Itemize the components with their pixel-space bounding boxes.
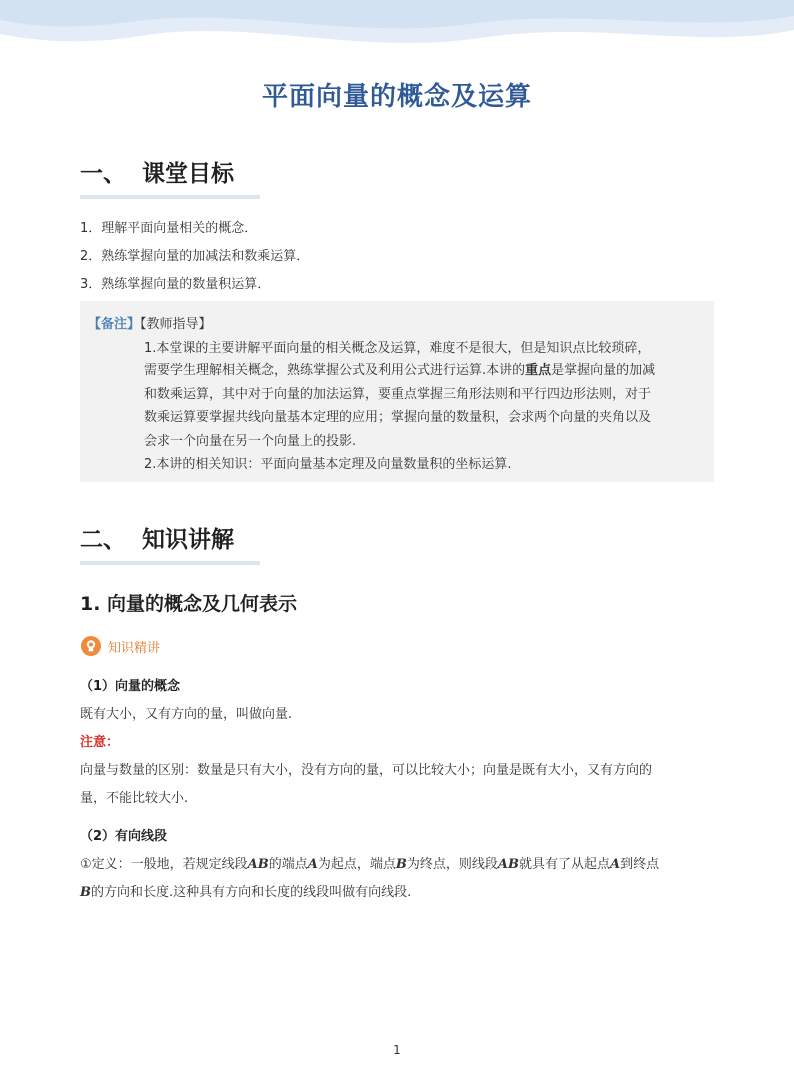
document-title: 平面向量的概念及运算 (261, 82, 532, 112)
warning-label: 注意： (80, 735, 120, 750)
section-title: 课堂目标 (142, 161, 234, 187)
concept-definition: 既有大小，又有方向的量，叫做向量. (80, 707, 293, 722)
knowledge-bulb-icon (80, 635, 102, 657)
text-run: 为起点，端点 (317, 857, 396, 872)
section-underline (80, 561, 260, 565)
section-heading-knowledge (80, 521, 234, 554)
math-a: A (609, 857, 621, 872)
note-head-label: 【教师指导】 (140, 317, 212, 332)
note-line-4: 数乘运算要掌握共线向量基本定理的应用；掌握向量的数量积，会求两个向量的夹角以及 (144, 410, 652, 425)
note-line-1: 1.本堂课的主要讲解平面向量的相关概念及运算，难度不是很大，但是知识点比较琐碎， (144, 341, 651, 356)
text-run: 到终点 (620, 857, 660, 872)
subsection-title: 1. 向量的概念及几何表示 (80, 593, 298, 615)
part-title-directed-segment: （2）有向线段 (80, 829, 168, 844)
knowledge-label: 知识精讲 (108, 641, 161, 656)
page-number: 1 (393, 1043, 401, 1057)
text-run: 就具有了从起点 (518, 857, 610, 872)
text-run: 为终点，则线段 (406, 857, 498, 872)
goal-item-3: 3．熟练掌握向量的数量积运算． (80, 277, 271, 292)
header-wave-banner (0, 0, 794, 60)
section-title: 知识讲解 (142, 527, 234, 553)
section-underline (80, 195, 260, 199)
note-line-6: 2.本讲的相关知识：平面向量基本定理及向量数量积的坐标运算. (144, 457, 512, 472)
text-run: 的端点 (268, 857, 308, 872)
directed-segment-line-2 (80, 881, 411, 900)
note-line-2-a: 需要学生理解相关概念，熟练掌握公式及利用公式进行运算.本讲的 (144, 363, 526, 378)
section-heading-goals (80, 155, 234, 188)
part-title-concept: （1）向量的概念 (80, 679, 181, 694)
note-header (88, 313, 212, 332)
math-ab: AB (497, 857, 519, 872)
goal-item-2: 2．熟练掌握向量的加减法和数乘运算． (80, 249, 310, 264)
note-line-2 (144, 359, 655, 378)
math-a: A (307, 857, 318, 872)
note-line-3: 和数乘运算，其中对于向量的加法运算，要重点掌握三角形法则和平行四边形法则，对于 (144, 387, 652, 402)
math-b: B (395, 857, 407, 872)
text-run: ①定义：一般地，若规定线段 (80, 857, 248, 872)
section-number: 一、 (80, 161, 126, 187)
note-line-5: 会求一个向量在另一个向量上的投影. (144, 434, 357, 449)
note-line-2-bold: 重点 (525, 363, 552, 378)
math-b: B (80, 885, 91, 900)
math-ab: AB (247, 857, 269, 872)
concept-note-line-2: 量，不能比较大小. (80, 791, 189, 806)
text-run: 的方向和长度.这种具有方向和长度的线段叫做有向线段. (91, 885, 412, 900)
note-tag: 【备注】 (88, 317, 141, 332)
section-number: 二、 (80, 527, 126, 553)
note-line-2-b: 是掌握向量的加减 (551, 363, 656, 378)
goal-item-1: 1．理解平面向量相关的概念． (80, 221, 258, 236)
concept-note-line-1: 向量与数量的区别：数量是只有大小，没有方向的量，可以比较大小；向量是既有大小，又有方向的 (80, 763, 653, 778)
directed-segment-line-1 (80, 853, 659, 872)
